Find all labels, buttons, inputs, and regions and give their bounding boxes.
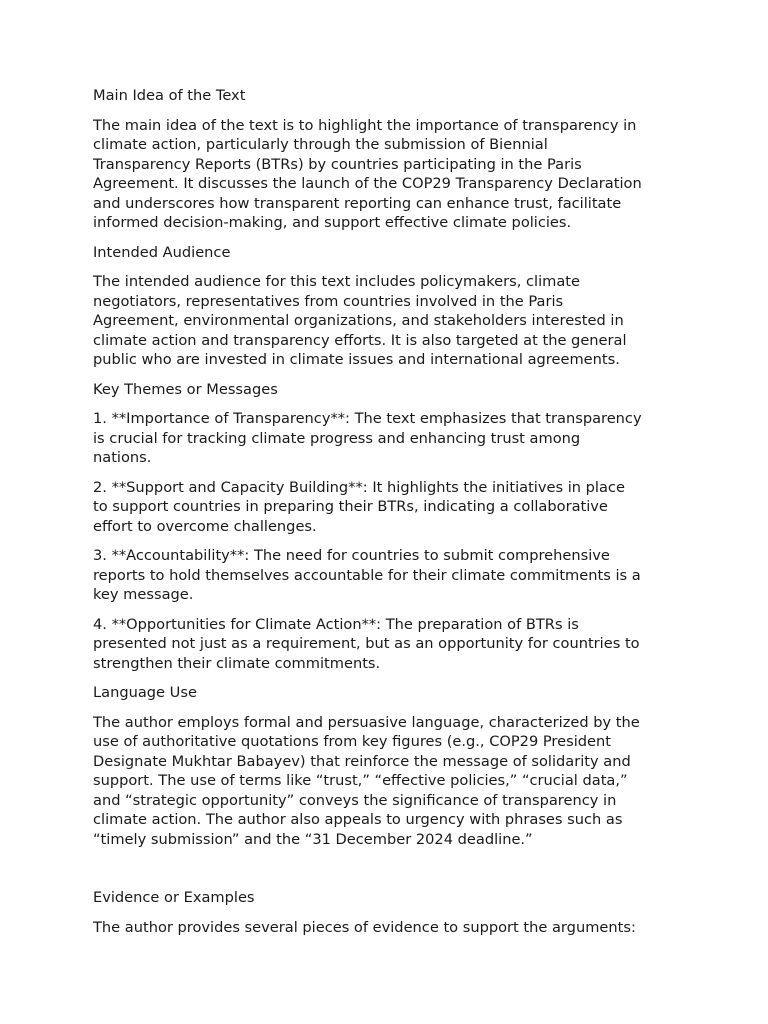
paragraph bbox=[93, 116, 683, 233]
text-line: The intended audience for this text includes policymakers, climate bbox=[93, 273, 580, 290]
document-page bbox=[93, 86, 683, 947]
text-line: public who are invested in climate issues and international agreements. bbox=[93, 351, 620, 368]
blank-line bbox=[93, 859, 683, 888]
section-intended-audience bbox=[93, 243, 683, 263]
text-line: support. The use of terms like “trust,” “effective policies,” “crucial data,” bbox=[93, 772, 628, 789]
section-language-use bbox=[93, 683, 683, 703]
section-evidence bbox=[93, 888, 683, 908]
section-heading: Evidence or Examples bbox=[93, 889, 255, 906]
paragraph bbox=[93, 272, 683, 370]
text-line: reports to hold themselves accountable for their climate commitments is a bbox=[93, 566, 641, 584]
text-line: “timely submission” and the “31 December 2024 deadline.” bbox=[93, 830, 533, 848]
paragraph bbox=[93, 546, 683, 605]
text-line: is crucial for tracking climate progress and enhancing trust among bbox=[93, 429, 581, 447]
text-line: presented not just as a requirement, but as an opportunity for countries to bbox=[93, 635, 640, 652]
text-line: strengthen their climate commitments. bbox=[93, 654, 381, 672]
text-line: Designate Mukhtar Babayev) that reinforce the message of solidarity and bbox=[93, 752, 631, 770]
text-line: Transparency Reports (BTRs) by countries participating in the Paris bbox=[93, 155, 582, 173]
text-line: The author provides several pieces of evidence to support the arguments: bbox=[93, 918, 636, 936]
text-line: 4. **Opportunities for Climate Action**: The preparation of BTRs is bbox=[93, 615, 579, 633]
section-main-idea bbox=[93, 86, 683, 106]
text-line: 1. **Importance of Transparency**: The text emphasizes that transparency bbox=[93, 410, 642, 427]
text-line: and “strategic opportunity” conveys the significance of transparency in bbox=[93, 791, 617, 809]
text-line: informed decision-making, and support effective climate policies. bbox=[93, 214, 572, 231]
text-line: and underscores how transparent reporting can enhance trust, facilitate bbox=[93, 194, 622, 212]
text-line: climate action. The author also appeals to urgency with phrases such as bbox=[93, 811, 623, 828]
paragraph bbox=[93, 918, 683, 938]
text-line: effort to overcome challenges. bbox=[93, 517, 317, 535]
text-line: to support countries in preparing their BTRs, indicating a collaborative bbox=[93, 498, 608, 515]
section-heading: Intended Audience bbox=[93, 243, 231, 261]
section-heading: Language Use bbox=[93, 684, 197, 701]
paragraph bbox=[93, 713, 683, 850]
paragraph bbox=[93, 409, 683, 468]
text-line: The author employs formal and persuasive language, characterized by the bbox=[93, 713, 640, 731]
text-line: Agreement, environmental organizations, and stakeholders interested in bbox=[93, 312, 624, 329]
paragraph bbox=[93, 478, 683, 537]
text-line: 2. **Support and Capacity Building**: It highlights the initiatives in place bbox=[93, 478, 625, 496]
text-line: climate action, particularly through the submission of Biennial bbox=[93, 136, 548, 153]
section-key-themes bbox=[93, 380, 683, 400]
text-line: climate action and transparency efforts. It is also targeted at the general bbox=[93, 331, 627, 349]
text-line: The main idea of the text is to highlight the importance of transparency in bbox=[93, 116, 637, 134]
text-line: nations. bbox=[93, 449, 152, 466]
text-line: use of authoritative quotations from key figures (e.g., COP29 President bbox=[93, 733, 611, 750]
section-heading: Main Idea of the Text bbox=[93, 87, 246, 104]
section-heading: Key Themes or Messages bbox=[93, 380, 278, 398]
text-line: negotiators, representatives from countries involved in the Paris bbox=[93, 292, 564, 310]
text-line: key message. bbox=[93, 586, 194, 603]
text-line: Agreement. It discusses the launch of the COP29 Transparency Declaration bbox=[93, 175, 642, 192]
text-line: 3. **Accountability**: The need for countries to submit comprehensive bbox=[93, 547, 610, 564]
paragraph bbox=[93, 615, 683, 674]
